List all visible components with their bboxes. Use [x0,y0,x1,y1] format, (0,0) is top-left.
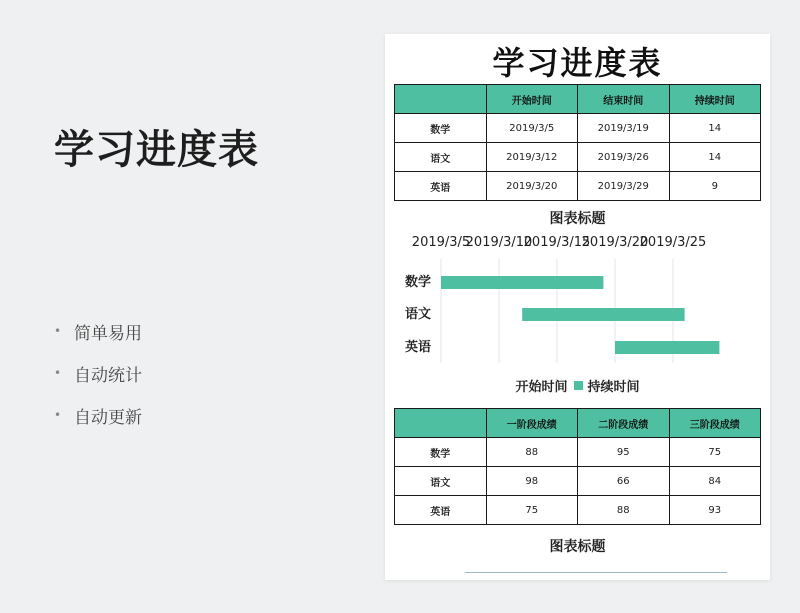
table-row [395,143,761,172]
table-cell: 语文 [395,143,487,172]
table-cell: 14 [669,143,761,172]
table-header-cell: 结束时间 [578,85,670,114]
table-cell: 数学 [395,114,487,143]
table-row [395,438,761,467]
spreadsheet-preview [385,34,770,580]
feature-item [54,394,142,436]
chart-legend [385,376,770,395]
legend-label-start: 开始时间 [515,380,568,395]
table-header-cell: 开始时间 [486,85,578,114]
table-cell: 93 [669,496,761,525]
gantt-bar [615,341,719,354]
table-cell: 2019/3/5 [486,114,578,143]
legend-label-duration: 持续时间 [587,380,640,395]
table-header-cell: 三阶段成绩 [669,409,761,438]
gantt-bar [522,308,684,321]
bullet-icon: • [54,324,62,338]
x-tick-label: 2019/3/20 [581,235,649,250]
table-cell: 95 [578,438,670,467]
table-cell: 75 [486,496,578,525]
table-cell: 66 [578,467,670,496]
schedule-table [394,84,761,201]
promo-title: 学习进度表 [54,127,259,173]
table-header-row [395,85,761,114]
scores-table [394,408,761,525]
table-cell: 14 [669,114,761,143]
category-label: 数学 [404,275,431,290]
feature-label: 自动统计 [74,365,142,386]
table-header-cell: 一阶段成绩 [486,409,578,438]
table-header-cell [395,85,487,114]
bullet-icon: • [54,366,62,380]
gantt-bar [441,276,603,289]
table-cell: 英语 [395,496,487,525]
bullet-icon: • [54,408,62,422]
table-cell: 75 [669,438,761,467]
table-cell: 88 [486,438,578,467]
table-cell: 98 [486,467,578,496]
x-tick-label: 2019/3/10 [465,235,533,250]
table-cell: 2019/3/19 [578,114,670,143]
table-cell: 2019/3/26 [578,143,670,172]
table-header-cell [395,409,487,438]
category-label: 语文 [404,307,431,322]
table-header-cell: 二阶段成绩 [578,409,670,438]
feature-item [54,310,142,352]
chart-axis-line [465,572,727,573]
chart-title: 图表标题 [549,539,606,555]
table-header-cell: 持续时间 [669,85,761,114]
feature-label: 简单易用 [74,323,142,344]
table-cell: 88 [578,496,670,525]
x-tick-label: 2019/3/15 [523,235,591,250]
table-cell: 9 [669,172,761,201]
table-row [395,114,761,143]
table-cell: 语文 [395,467,487,496]
table-row [395,467,761,496]
table-header-row [395,409,761,438]
chart-title: 图表标题 [549,211,606,227]
legend-swatch [574,381,583,390]
feature-item [54,352,142,394]
table-row [395,496,761,525]
x-tick-label: 2019/3/25 [639,235,707,250]
x-tick-label: 2019/3/5 [411,235,471,250]
table-cell: 英语 [395,172,487,201]
table-cell: 2019/3/20 [486,172,578,201]
feature-label: 自动更新 [74,407,142,428]
sheet-title: 学习进度表 [492,44,663,82]
table-cell: 2019/3/29 [578,172,670,201]
table-cell: 84 [669,467,761,496]
feature-list [54,310,142,436]
table-row [395,172,761,201]
table-cell: 2019/3/12 [486,143,578,172]
gantt-chart [385,229,770,374]
category-label: 英语 [404,340,431,355]
table-cell: 数学 [395,438,487,467]
